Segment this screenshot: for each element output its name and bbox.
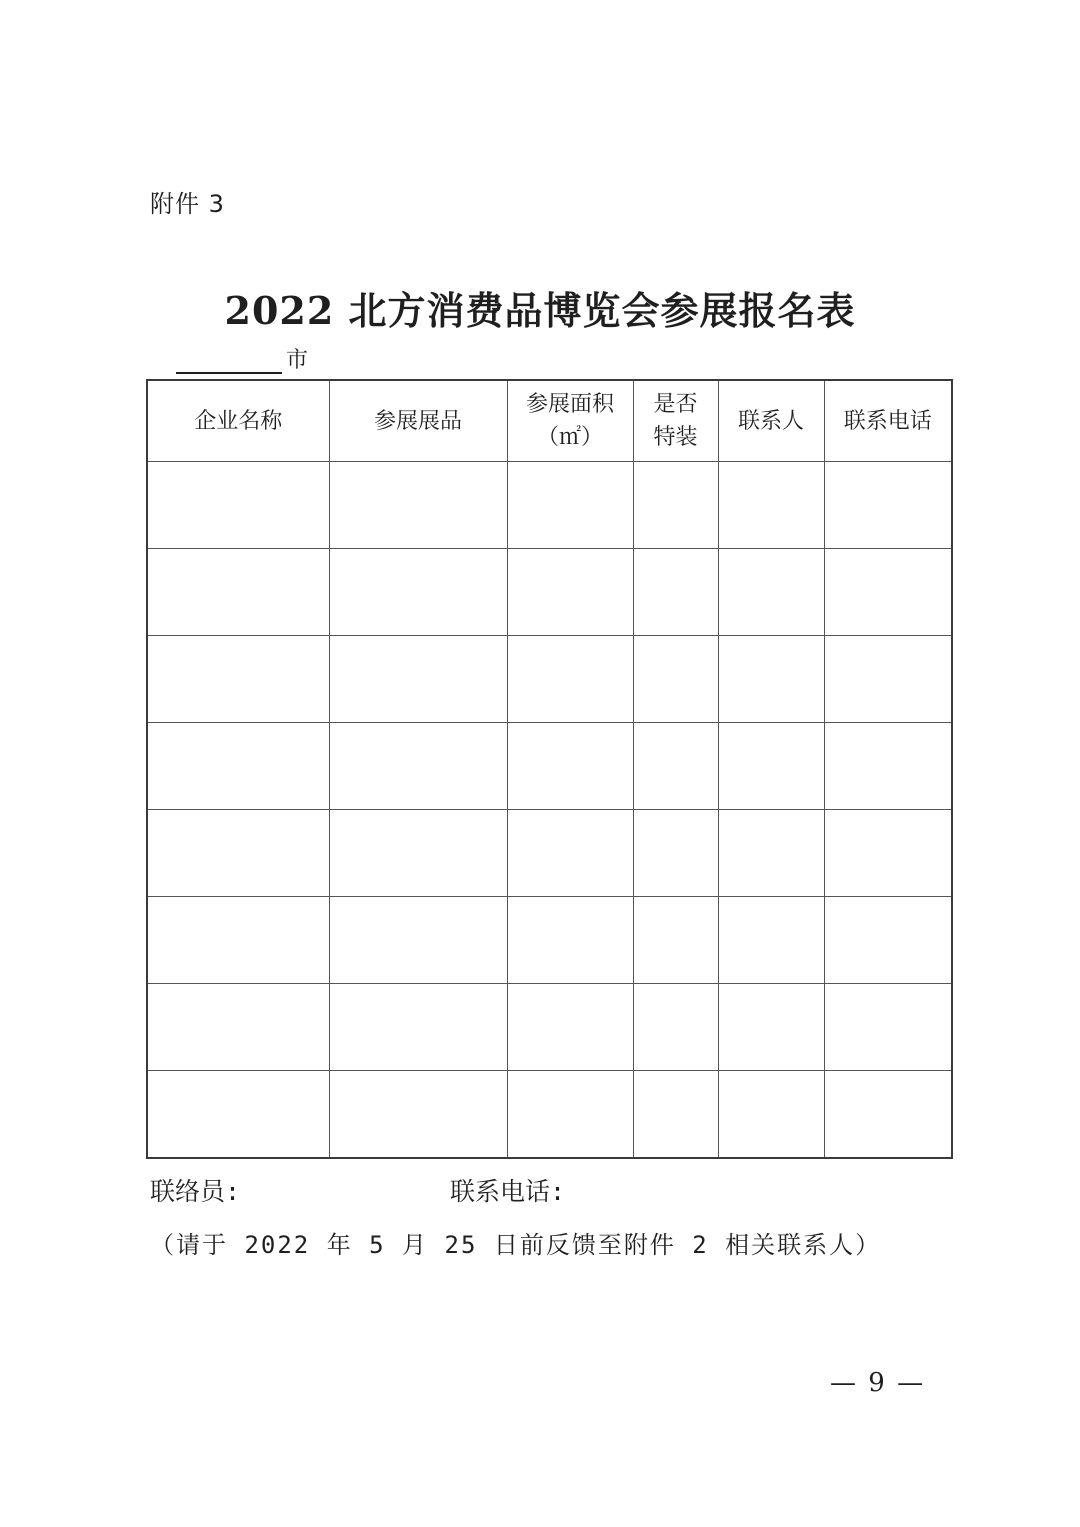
- deadline-note: （请于 2022 年 5 月 25 日前反馈至附件 2 相关联系人）: [150, 1231, 882, 1259]
- table-cell[interactable]: [147, 636, 329, 723]
- table-cell[interactable]: [507, 897, 633, 984]
- table-cell[interactable]: [329, 549, 507, 636]
- table-cell[interactable]: [718, 723, 824, 810]
- table-row: [147, 897, 952, 984]
- phone-label: 联系电话:: [450, 1177, 566, 1206]
- table-cell[interactable]: [507, 723, 633, 810]
- table-cell[interactable]: [147, 723, 329, 810]
- table-cell[interactable]: [329, 984, 507, 1071]
- header-booth-area: 参展面积 （㎡）: [507, 380, 633, 462]
- header-contact-phone: 联系电话: [824, 380, 952, 462]
- table-cell[interactable]: [633, 549, 718, 636]
- table-cell[interactable]: [718, 1071, 824, 1159]
- table-cell[interactable]: [718, 984, 824, 1071]
- table-cell[interactable]: [824, 549, 952, 636]
- liaison-label: 联络员:: [150, 1177, 241, 1206]
- table-cell[interactable]: [718, 897, 824, 984]
- table-cell[interactable]: [147, 897, 329, 984]
- table-cell[interactable]: [824, 1071, 952, 1159]
- table-row: [147, 462, 952, 549]
- table-cell[interactable]: [147, 1071, 329, 1159]
- table-row: [147, 1071, 952, 1159]
- city-suffix: 市: [286, 348, 309, 373]
- table-cell[interactable]: [329, 723, 507, 810]
- table-cell[interactable]: [633, 1071, 718, 1159]
- table-cell[interactable]: [718, 636, 824, 723]
- table-row: [147, 810, 952, 897]
- table-cell[interactable]: [633, 636, 718, 723]
- city-field: [176, 343, 308, 374]
- table-cell[interactable]: [633, 984, 718, 1071]
- registration-table: [146, 379, 953, 1159]
- table-cell[interactable]: [718, 549, 824, 636]
- table-cell[interactable]: [824, 636, 952, 723]
- table-cell[interactable]: [507, 810, 633, 897]
- table-row: [147, 636, 952, 723]
- table-header-row: [147, 380, 952, 462]
- table-cell[interactable]: [824, 723, 952, 810]
- attachment-label: 附件 3: [150, 190, 225, 218]
- table-cell[interactable]: [147, 810, 329, 897]
- table-cell[interactable]: [329, 810, 507, 897]
- table-cell[interactable]: [633, 810, 718, 897]
- table-body: [147, 462, 952, 1159]
- header-special-decoration: 是否 特装: [633, 380, 718, 462]
- table-cell[interactable]: [507, 462, 633, 549]
- table-cell[interactable]: [824, 984, 952, 1071]
- table-cell[interactable]: [507, 984, 633, 1071]
- table-cell[interactable]: [329, 897, 507, 984]
- header-contact-person: 联系人: [718, 380, 824, 462]
- table-cell[interactable]: [507, 549, 633, 636]
- table-cell[interactable]: [507, 636, 633, 723]
- table-cell[interactable]: [147, 984, 329, 1071]
- table-cell[interactable]: [147, 462, 329, 549]
- table-cell[interactable]: [329, 462, 507, 549]
- form-title: 2022 北方消费品博览会参展报名表: [224, 288, 856, 333]
- table-cell[interactable]: [147, 549, 329, 636]
- table-cell[interactable]: [507, 1071, 633, 1159]
- header-company-name: 企业名称: [147, 380, 329, 462]
- table-cell[interactable]: [329, 636, 507, 723]
- table-row: [147, 984, 952, 1071]
- table-cell[interactable]: [824, 810, 952, 897]
- table-cell[interactable]: [633, 723, 718, 810]
- table-row: [147, 549, 952, 636]
- table-cell[interactable]: [718, 810, 824, 897]
- table-cell[interactable]: [824, 462, 952, 549]
- table-cell[interactable]: [633, 897, 718, 984]
- table-cell[interactable]: [329, 1071, 507, 1159]
- city-blank-line: [176, 346, 282, 374]
- table-row: [147, 723, 952, 810]
- table-cell[interactable]: [824, 897, 952, 984]
- header-exhibits: 参展展品: [329, 380, 507, 462]
- table-cell[interactable]: [718, 462, 824, 549]
- page-number: — 9 —: [830, 1368, 926, 1398]
- table-cell[interactable]: [633, 462, 718, 549]
